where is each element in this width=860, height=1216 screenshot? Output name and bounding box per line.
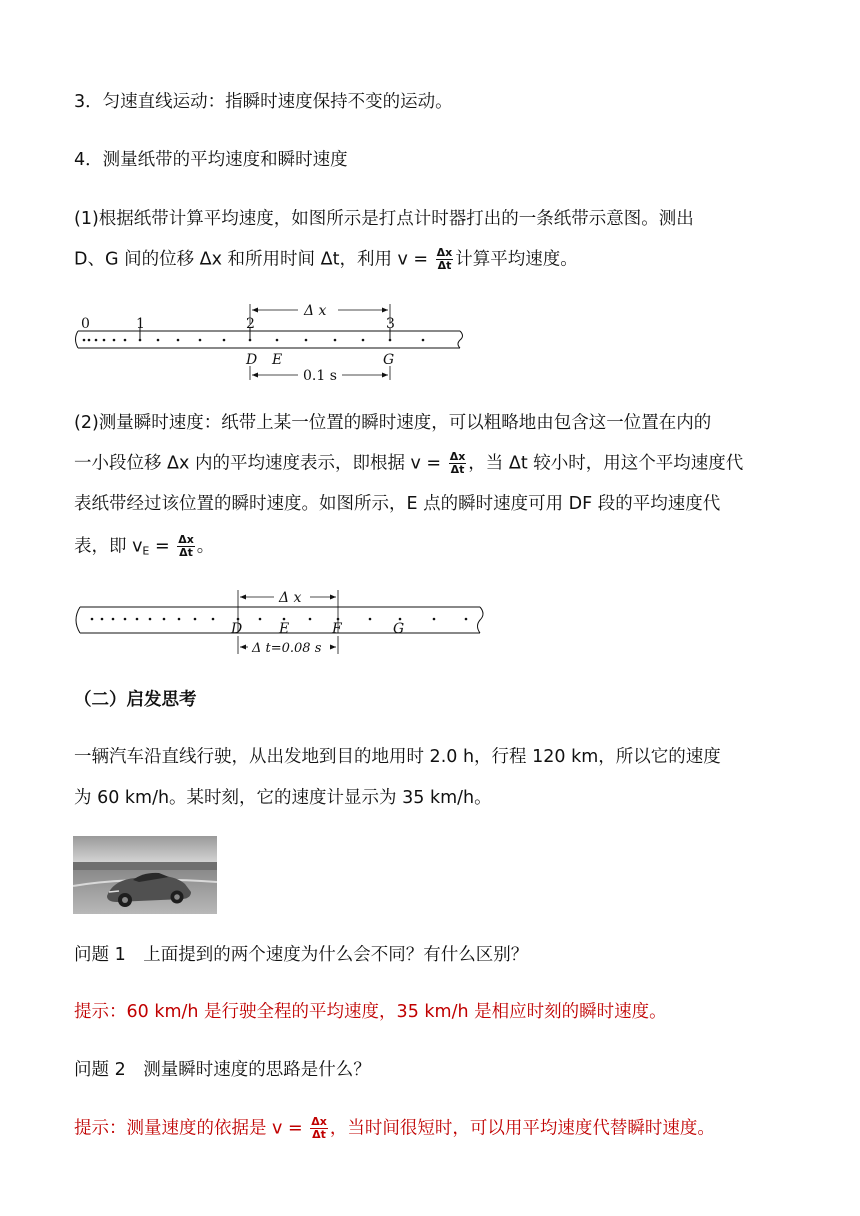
fraction-dx-dt — [310, 1116, 328, 1141]
text: 一小段位移 Δx 内的平均速度表示，即根据 v = — [74, 453, 442, 474]
point-label-g: G — [393, 621, 405, 637]
text: 计算平均速度。 — [455, 249, 578, 270]
point-label-f: F — [332, 621, 342, 637]
section-title: （二）启发思考 — [74, 690, 197, 710]
dx-label: Δ x — [279, 590, 302, 606]
dt-label: 0.1 s — [303, 368, 337, 384]
paragraph-car-line1: 一辆汽车沿直线行驶，从出发地到目的地用时 2.0 h，行程 120 km，所以它的速度 — [74, 747, 721, 767]
fraction-denominator: Δt — [450, 463, 465, 476]
fraction-numerator: Δx — [178, 533, 194, 546]
paragraph-instant-line3: 表纸带经过该位置的瞬时速度。如图所示，E 点的瞬时速度可用 DF 段的平均速度代 — [74, 494, 721, 514]
text: 表，即 v — [74, 536, 143, 557]
tape-figure-2 — [70, 588, 490, 658]
text: ，当时间很短时，可以用平均速度代替瞬时速度。 — [329, 1118, 715, 1139]
fraction-numerator: Δx — [449, 450, 466, 463]
tick-label-2: 2 — [246, 316, 255, 332]
paragraph-instant-line2 — [74, 451, 743, 476]
question-1: 问题 1 上面提到的两个速度为什么会不同？有什么区别？ — [74, 945, 529, 965]
point-label-e: E — [272, 352, 283, 368]
fraction-denominator: Δt — [437, 259, 452, 272]
paragraph-car-line2: 为 60 km/h。某时刻，它的速度计显示为 35 km/h。 — [74, 788, 492, 808]
dt-label: Δ t=0.08 s — [252, 641, 322, 656]
fraction-numerator: Δx — [311, 1115, 327, 1128]
text: 。 — [196, 536, 215, 557]
dx-label: Δ x — [304, 303, 327, 319]
fraction-dx-dt — [177, 534, 195, 559]
paragraph-instant-line1: (2)测量瞬时速度：纸带上某一位置的瞬时速度，可以粗略地由包含这一位置在内的 — [74, 413, 712, 433]
text: = — [149, 536, 170, 557]
question-2: 问题 2 测量瞬时速度的思路是什么？ — [74, 1060, 371, 1080]
fraction-denominator: Δt — [179, 546, 193, 559]
point-label-d: D — [246, 352, 258, 368]
car-photo — [73, 836, 217, 914]
tick-label-3: 3 — [386, 316, 395, 332]
answer-2 — [74, 1116, 715, 1141]
paragraph-uniform-motion: 3．匀速直线运动：指瞬时速度保持不变的运动。 — [74, 92, 453, 112]
paragraph-average-line1: (1)根据纸带计算平均速度，如图所示是打点计时器打出的一条纸带示意图。测出 — [74, 209, 694, 229]
point-label-g: G — [383, 352, 395, 368]
fraction-numerator: Δx — [436, 246, 453, 259]
subscript-e: E — [142, 544, 150, 558]
text: ，当 Δt 较小时，用这个平均速度代 — [468, 453, 744, 474]
tick-label-0: 0 — [81, 316, 90, 332]
answer-1: 提示：60 km/h 是行驶全程的平均速度，35 km/h 是相应时刻的瞬时速度。 — [74, 1002, 667, 1022]
point-label-d: D — [231, 621, 243, 637]
paragraph-average-line2 — [74, 247, 578, 272]
text: 提示：测量速度的依据是 v = — [74, 1118, 303, 1139]
fraction-denominator: Δt — [312, 1128, 326, 1141]
paragraph-instant-line4 — [74, 534, 214, 564]
paragraph-measure-heading: 4．测量纸带的平均速度和瞬时速度 — [74, 150, 348, 170]
tape-figure-1 — [70, 298, 470, 386]
text: D、G 间的位移 Δx 和所用时间 Δt，利用 v = — [74, 249, 429, 270]
fraction-dx-dt — [436, 247, 454, 272]
fraction-dx-dt — [449, 451, 467, 476]
point-label-e: E — [279, 621, 290, 637]
tick-label-1: 1 — [136, 316, 145, 332]
